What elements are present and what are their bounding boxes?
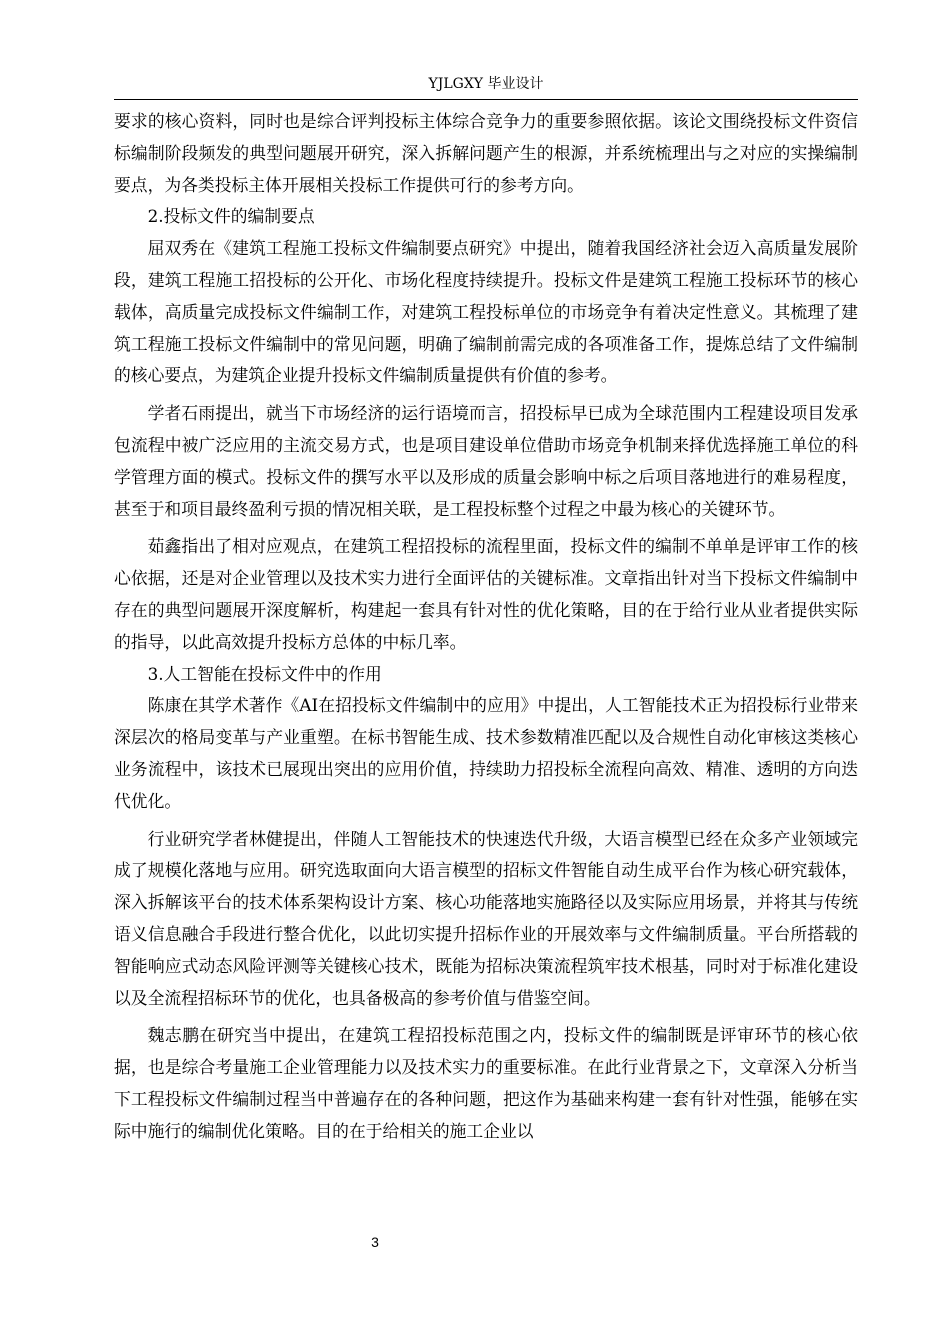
- page-header: YJLGXY 毕业设计: [428, 76, 544, 92]
- paragraph: 屈双秀在《建筑工程施工投标文件编制要点研究》中提出，随着我国经济社会迈入高质量发展阶段，建筑工程施工招投标的公开化、市场化程度持续提升。投标文件是建筑工程施工投标环节的核心载体，高质量完成投标文件编制工作，对建筑工程投标单位的市场竞争有着决定性意义。其梳理了建筑工程施工投标文件编制中的常见问题，明确了编制前需完成的各项准备工作，提炼总结了文件编制的核心要点，为建筑企业提升投标文件编制质量提供有价值的参考。: [114, 238, 858, 386]
- paragraph: 行业研究学者林健提出，伴随人工智能技术的快速迭代升级，大语言模型已经在众多产业领域完成了规模化落地与应用。研究选取面向大语言模型的招标文件智能自动生成平台作为核心研究载体，深入拆解该平台的技术体系架构设计方案、核心功能落地实施路径以及实际应用场景，并将其与传统语义信息融合手段进行整合优化，以此切实提升招标作业的开展效率与文件编制质量。平台所搭载的智能响应式动态风险评测等关键核心技术，既能为招标决策流程筑牢技术根基，同时对于标准化建设以及全流程招标环节的优化，也具备极高的参考价值与借鉴空间。: [114, 828, 858, 1008]
- paragraph: 茹鑫指出了相对应观点，在建筑工程招投标的流程里面，投标文件的编制不单单是评审工作的核心依据，还是对企业管理以及技术实力进行全面评估的关键标准。文章指出针对当下投标文件编制中存在的典型问题展开深度解析，构建起一套具有针对性的优化策略，目的在于给行业从业者提供实际的指导，以此高效提升投标方总体的中标几率。: [114, 536, 858, 652]
- section-heading: 2.投标文件的编制要点: [147, 206, 315, 227]
- page-body: [114, 106, 858, 1148]
- section-heading: 3.人工智能在投标文件中的作用: [147, 663, 382, 684]
- paragraph: 学者石雨提出，就当下市场经济的运行语境而言，招投标早已成为全球范围内工程建设项目发承包流程中被广泛应用的主流交易方式，也是项目建设单位借助市场竞争机制来择优选择施工单位的科学管理方面的模式。投标文件的撰写水平以及形成的质量会影响中标之后项目落地进行的难易程度，甚至于和项目最终盈利亏损的情况相关联，是工程投标整个过程之中最为核心的关键环节。: [114, 403, 858, 519]
- paragraph: 陈康在其学术著作《AI在招投标文件编制中的应用》中提出，人工智能技术正为招投标行业带来深层次的格局变革与产业重塑。在标书智能生成、技术参数精准匹配以及合规性自动化审核这类核心业务流程中，该技术已展现出突出的应用价值，持续助力招投标全流程向高效、精准、透明的方向迭代优化。: [114, 695, 858, 811]
- page-number: 3: [371, 1234, 379, 1250]
- paragraph: 魏志鹏在研究当中提出，在建筑工程招投标范围之内，投标文件的编制既是评审环节的核心依据，也是综合考量施工企业管理能力以及技术实力的重要标准。在此行业背景之下，文章深入分析当下工程投标文件编制过程当中普遍存在的各种问题，把这作为基础来构建一套有针对性强，能够在实际中施行的编制优化策略。目的在于给相关的施工企业以: [114, 1025, 858, 1141]
- paragraph-continued: 要求的核心资料，同时也是综合评判投标主体综合竞争力的重要参照依据。该论文围绕投标文件资信标编制阶段频发的典型问题展开研究，深入拆解问题产生的根源，并系统梳理出与之对应的实操编制要点，为各类投标主体开展相关投标工作提供可行的参考方向。: [114, 111, 858, 195]
- header-rule: [114, 99, 858, 100]
